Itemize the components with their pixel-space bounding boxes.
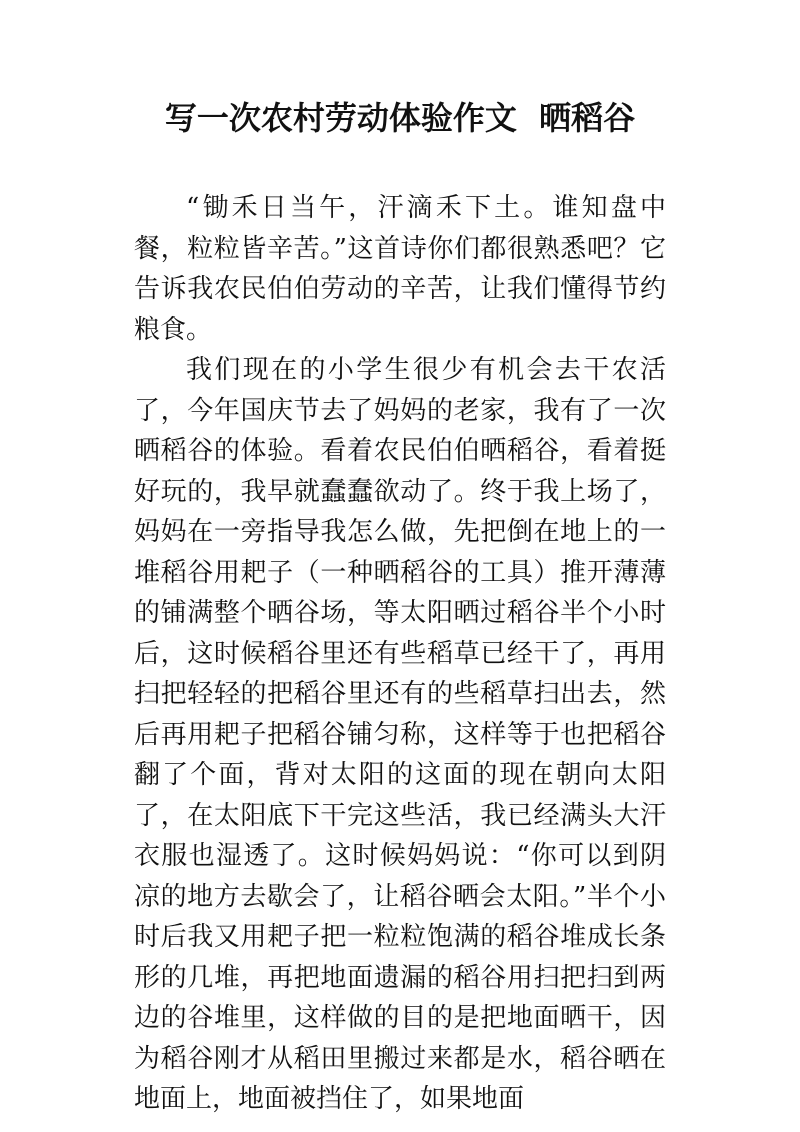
document-title: 写一次农村劳动体验作文 晒稻谷 xyxy=(164,99,636,137)
document-body xyxy=(134,188,666,1120)
paragraph-1: “锄禾日当午，汗滴禾下土。谁知盘中餐，粒粒皆辛苦。”这首诗你们都很熟悉吧？它告诉我农民伯伯劳动的辛苦，让我们懂得节约粮食。 xyxy=(134,193,666,345)
paragraph-2: 我们现在的小学生很少有机会去干农活了，今年国庆节去了妈妈的老家，我有了一次晒稻谷的体验。看着农民伯伯晒稻谷，看着挺好玩的，我早就蠢蠢欲动了。终于我上场了，妈妈在一旁指导我怎么做，先把倒在地上的一堆稻谷用耙子（一种晒稻谷的工具）推开薄薄的铺满整个晒谷场，等太阳晒过稻谷半个小时后，这时候稻谷里还有些稻草已经干了，再用扫把轻轻的把稻谷里还有的些稻草扫出去，然后再用耙子把稻谷铺匀称，这样等于也把稻谷翻了个面，背对太阳的这面的现在朝向太阳了，在太阳底下干完这些活，我已经满头大汗衣服也湿透了。这时候妈妈说：“你可以到阴凉的地方去歇会了，让稻谷晒会太阳。”半个小时后我又用耙子把一粒粒饱满的稻谷堆成长条形的几堆，再把地面遗漏的稻谷用扫把扫到两边的谷堆里，这样做的目的是把地面晒干，因为稻谷刚才从稻田里搬过来都是水，稻谷晒在地面上，地面被挡住了，如果地面 xyxy=(134,355,666,1114)
